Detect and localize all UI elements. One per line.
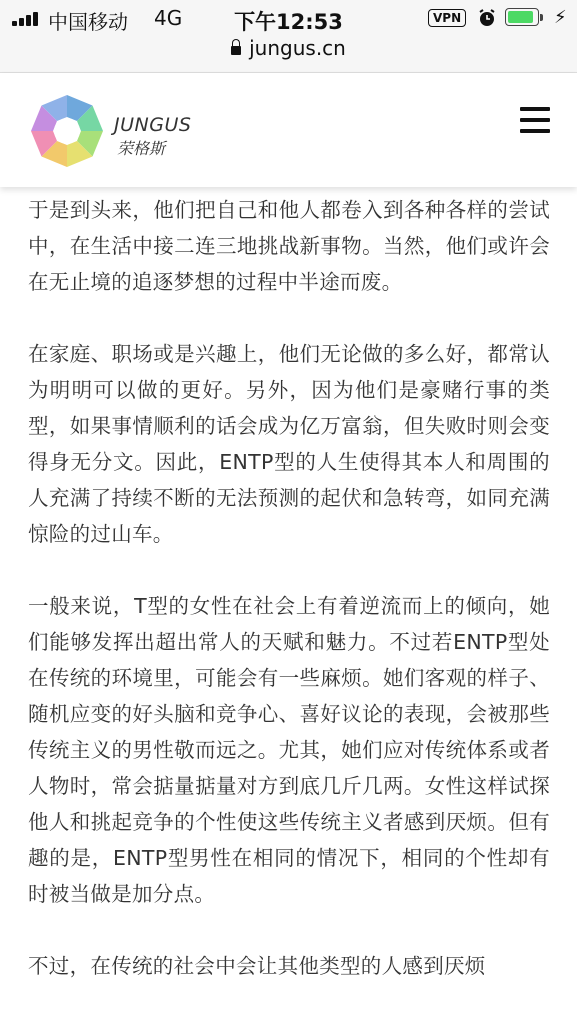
browser-top-bar — [0, 0, 577, 73]
carrier-name: 中国移动 — [48, 10, 128, 34]
battery-icon — [505, 8, 545, 28]
site-header — [0, 73, 577, 187]
network-type: 4G — [154, 6, 183, 30]
status-time: 下午12:53 — [234, 10, 343, 34]
article-paragraph: 一般来说，T型的女性在社会上有着逆流而上的倾向，她们能够发挥出超出常人的天赋和魅力。不过若ENTP型处在传统的环境里，可能会有一些麻烦。她们客观的样子、随机应变的好头脑和竞争心、喜好议论的表现，会被那些传统主义的男性敬而远之。尤其，她们应对传统体系或者人物时，常会掂量掂量对方到底几斤几两。女性这样试探他人和挑起竞争的个性使这些传统主义者感到厌烦。但有趣的是，ENTP型男性在相同的情况下，相同的个性却有时被当做是加分点。 — [28, 594, 550, 906]
logo-text-en[interactable]: JUNGUS — [114, 114, 192, 136]
alarm-clock-icon — [477, 8, 497, 28]
charging-bolt-icon: ⚡ — [554, 7, 567, 28]
article-paragraph: 不过，在传统的社会中会让其他类型的人感到厌烦 — [28, 954, 486, 978]
lock-icon — [231, 46, 241, 55]
hamburger-menu-icon[interactable] — [520, 107, 550, 133]
url-text: jungus.cn — [249, 36, 346, 60]
url-bar[interactable] — [0, 36, 577, 66]
status-bar — [0, 0, 577, 36]
article-paragraph: 于是到头来，他们把自己和他人都卷入到各种各样的尝试中，在生活中接二连三地挑战新事物。当然，他们或许会在无止境的追逐梦想的过程中半途而废。 — [28, 198, 550, 294]
jungus-logo-icon[interactable] — [29, 93, 105, 169]
article-paragraph: 在家庭、职场或是兴趣上，他们无论做的多么好，都常认为明明可以做的更好。另外，因为他们是豪赌行事的类型，如果事情顺利的话会成为亿万富翁，但失败时则会变得身无分文。因此，ENTP型的人生使得其本人和周围的人充满了持续不断的无法预测的起伏和急转弯，如同充满惊险的过山车。 — [28, 342, 550, 546]
vpn-badge: VPN — [428, 9, 466, 27]
logo-text-cn[interactable]: 荣格斯 — [117, 139, 166, 158]
article-body — [28, 192, 550, 1020]
